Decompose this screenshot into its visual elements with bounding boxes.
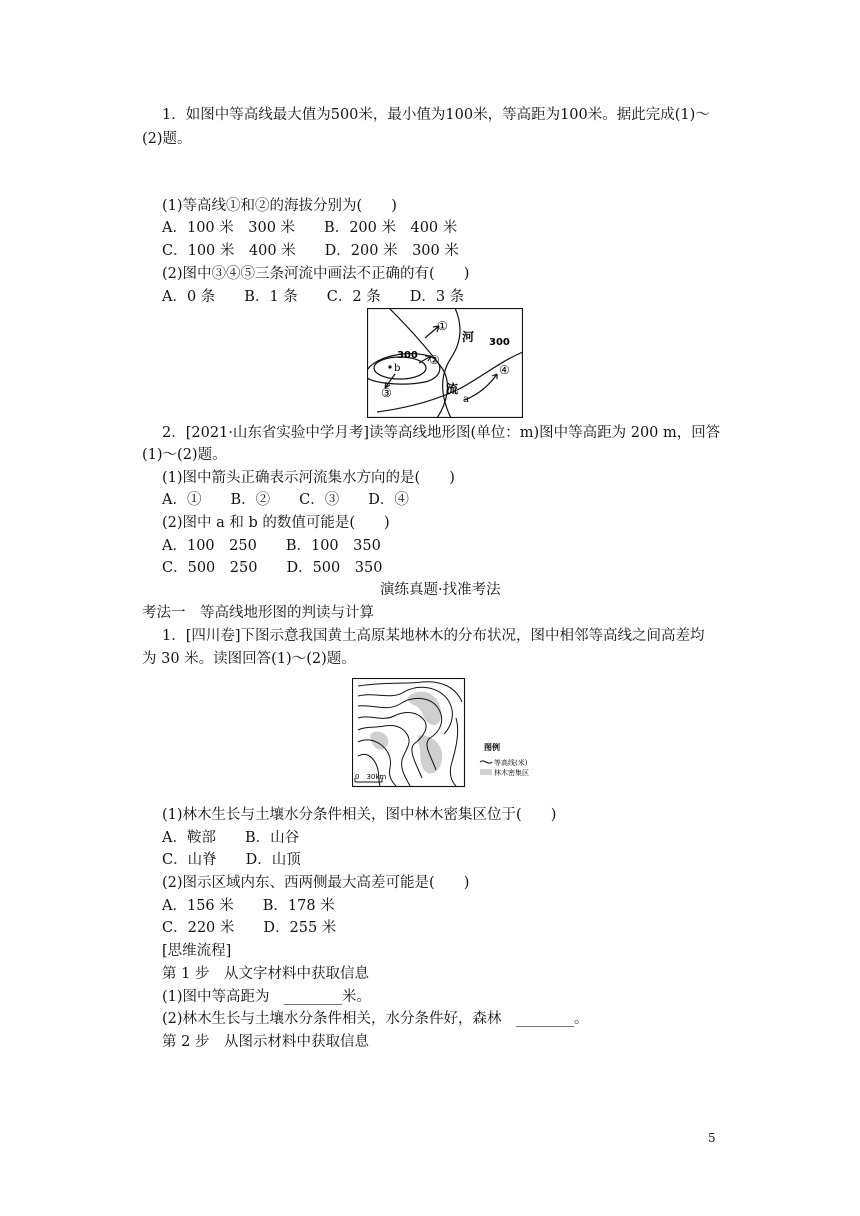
- q3-options1-line1: A．鞍部 B．山谷: [162, 830, 300, 846]
- q2-options2-line2: C．500 250 D．500 350: [162, 560, 383, 576]
- q2-stem-line1: 2．[2021·山东省实验中学月考]读等高线地形图(单位：m)图中等高距为 200 m，回答: [162, 425, 721, 441]
- section-title: 演练真题·找准考法: [380, 582, 501, 598]
- scale-label: 0 30km: [355, 773, 387, 781]
- method-heading: 考法一 等高线地形图的判读与计算: [142, 605, 374, 621]
- step2-heading: 第 2 步 从图示材料中获取信息: [162, 1034, 369, 1050]
- legend-contour-symbol: [480, 761, 492, 763]
- label-circle-4: ④: [499, 363, 510, 377]
- q1-stem-line2: (2)题。: [142, 131, 192, 147]
- label-300-left: 300: [397, 350, 418, 361]
- label-b: b: [394, 363, 401, 374]
- q3-stem-line1: 1．[四川卷]下图示意我国黄土高原某地林木的分布状况，图中相邻等高线之间高差均: [162, 628, 705, 644]
- q3-sub2: (2)图示区域内东、西两侧最大高差可能是( ): [162, 875, 470, 891]
- q1-sub2: (2)图中③④⑤三条河流中画法不正确的有( ): [162, 266, 470, 282]
- step1-heading: 第 1 步 从文字材料中获取信息: [162, 966, 369, 982]
- contour-river-figure: [367, 308, 523, 418]
- legend-title: 图例: [484, 743, 500, 752]
- q3-stem-line2: 为 30 米。读图回答(1)～(2)题。: [142, 651, 356, 667]
- legend-contour-label: 等高线(米): [494, 759, 528, 767]
- label-he: 河: [462, 330, 475, 344]
- page-number: 5: [708, 1131, 716, 1145]
- q3-options1-line2: C．山脊 D．山顶: [162, 852, 301, 868]
- label-circle-2: ②: [429, 353, 440, 367]
- fill-blank-1: (1)图中等高距为 ________米。: [162, 989, 372, 1005]
- fill-blank-2: (2)林木生长与土壤水分条件相关，水分条件好，森林 ________。: [162, 1011, 589, 1027]
- q3-sub1: (1)林木生长与土壤水分条件相关，图中林木密集区位于( ): [162, 807, 557, 823]
- legend-forest-symbol: [480, 769, 492, 775]
- label-300-right: 300: [489, 337, 510, 348]
- legend-forest-label: 林木密集区: [494, 769, 529, 777]
- q2-options2-line1: A．100 250 B．100 350: [162, 538, 381, 554]
- q1-options1-line1: A．100 米 300 米 B．200 米 400 米: [162, 220, 458, 236]
- q1-stem-line1: 1．如图中等高线最大值为500米，最小值为100米，等高距为100米。据此完成(1)～: [162, 107, 710, 123]
- flow-title: [思维流程]: [162, 943, 232, 959]
- label-a: a: [463, 394, 469, 405]
- q2-options1: A．① B．② C．③ D．④: [162, 492, 409, 508]
- forest-contour-figure: [352, 678, 542, 790]
- q1-options2: A．0 条 B．1 条 C．2 条 D．3 条: [162, 289, 465, 305]
- q2-stem-line2: (1)～(2)题。: [142, 447, 227, 463]
- q1-options1-line2: C．100 米 400 米 D．200 米 300 米: [162, 243, 459, 259]
- q2-sub2: (2)图中 a 和 b 的数值可能是( ): [162, 515, 390, 531]
- q3-options2-line1: A．156 米 B．178 米: [162, 898, 335, 914]
- label-liu: 流: [446, 382, 459, 396]
- label-circle-1: ①: [437, 319, 448, 333]
- q3-options2-line2: C．220 米 D．255 米: [162, 920, 337, 936]
- label-circle-3: ③: [381, 386, 392, 400]
- q1-sub1: (1)等高线①和②的海拔分别为( ): [162, 198, 397, 214]
- q2-sub1: (1)图中箭头正确表示河流集水方向的是( ): [162, 470, 455, 486]
